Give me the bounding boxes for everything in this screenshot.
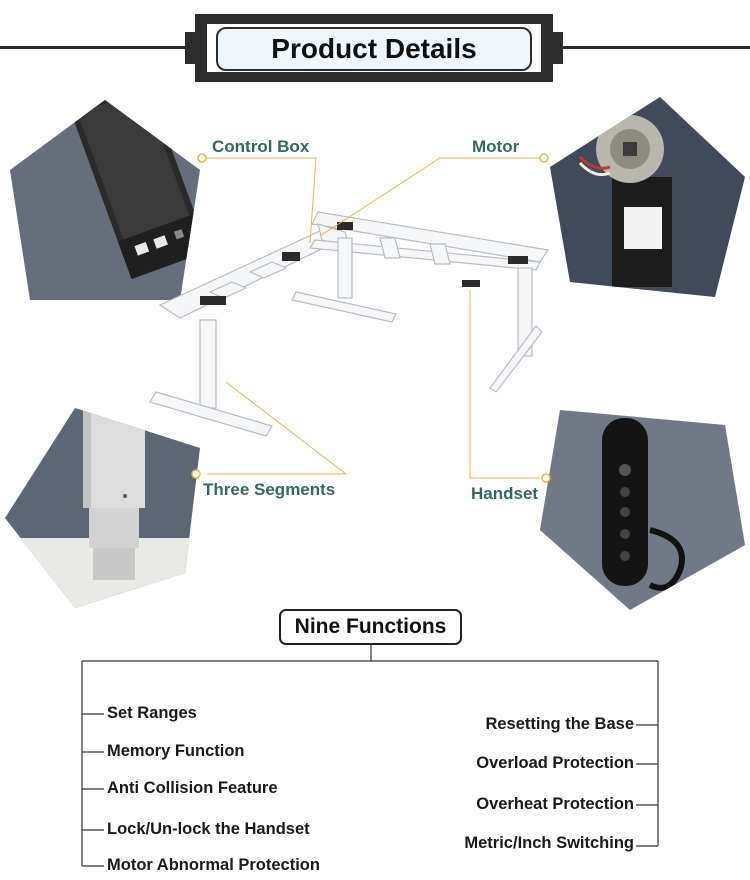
function-item: Metric/Inch Switching [464,834,634,852]
function-item: Overheat Protection [476,795,634,813]
handset-photo [540,410,745,610]
callout-three-segments: Three Segments [203,480,336,499]
callout-motor: Motor [472,137,520,156]
function-item: Anti Collision Feature [107,779,278,797]
nine-functions-title: Nine Functions [294,615,447,638]
banner-notch [185,14,195,32]
page-title-pill [216,27,532,71]
header-line-right [562,46,750,49]
page-title: Product Details [271,33,477,64]
callout-control-box: Control Box [212,137,310,156]
function-item: Memory Function [107,742,245,760]
function-item: Motor Abnormal Protection [107,856,320,874]
banner-notch [553,64,563,82]
three-segments-photo [5,408,200,608]
l-shaped-desk-frame [150,212,548,436]
nine-functions-title-box [279,609,462,645]
function-item: Resetting the Base [485,715,634,733]
banner-notch [553,14,563,32]
function-item: Overload Protection [476,754,634,772]
function-item: Set Ranges [107,704,197,722]
motor-photo [550,97,745,297]
control-box-photo [10,100,200,300]
callout-handset: Handset [471,484,539,503]
function-item: Lock/Un-lock the Handset [107,820,310,838]
header-line-left [0,46,186,49]
banner-notch [185,64,195,82]
